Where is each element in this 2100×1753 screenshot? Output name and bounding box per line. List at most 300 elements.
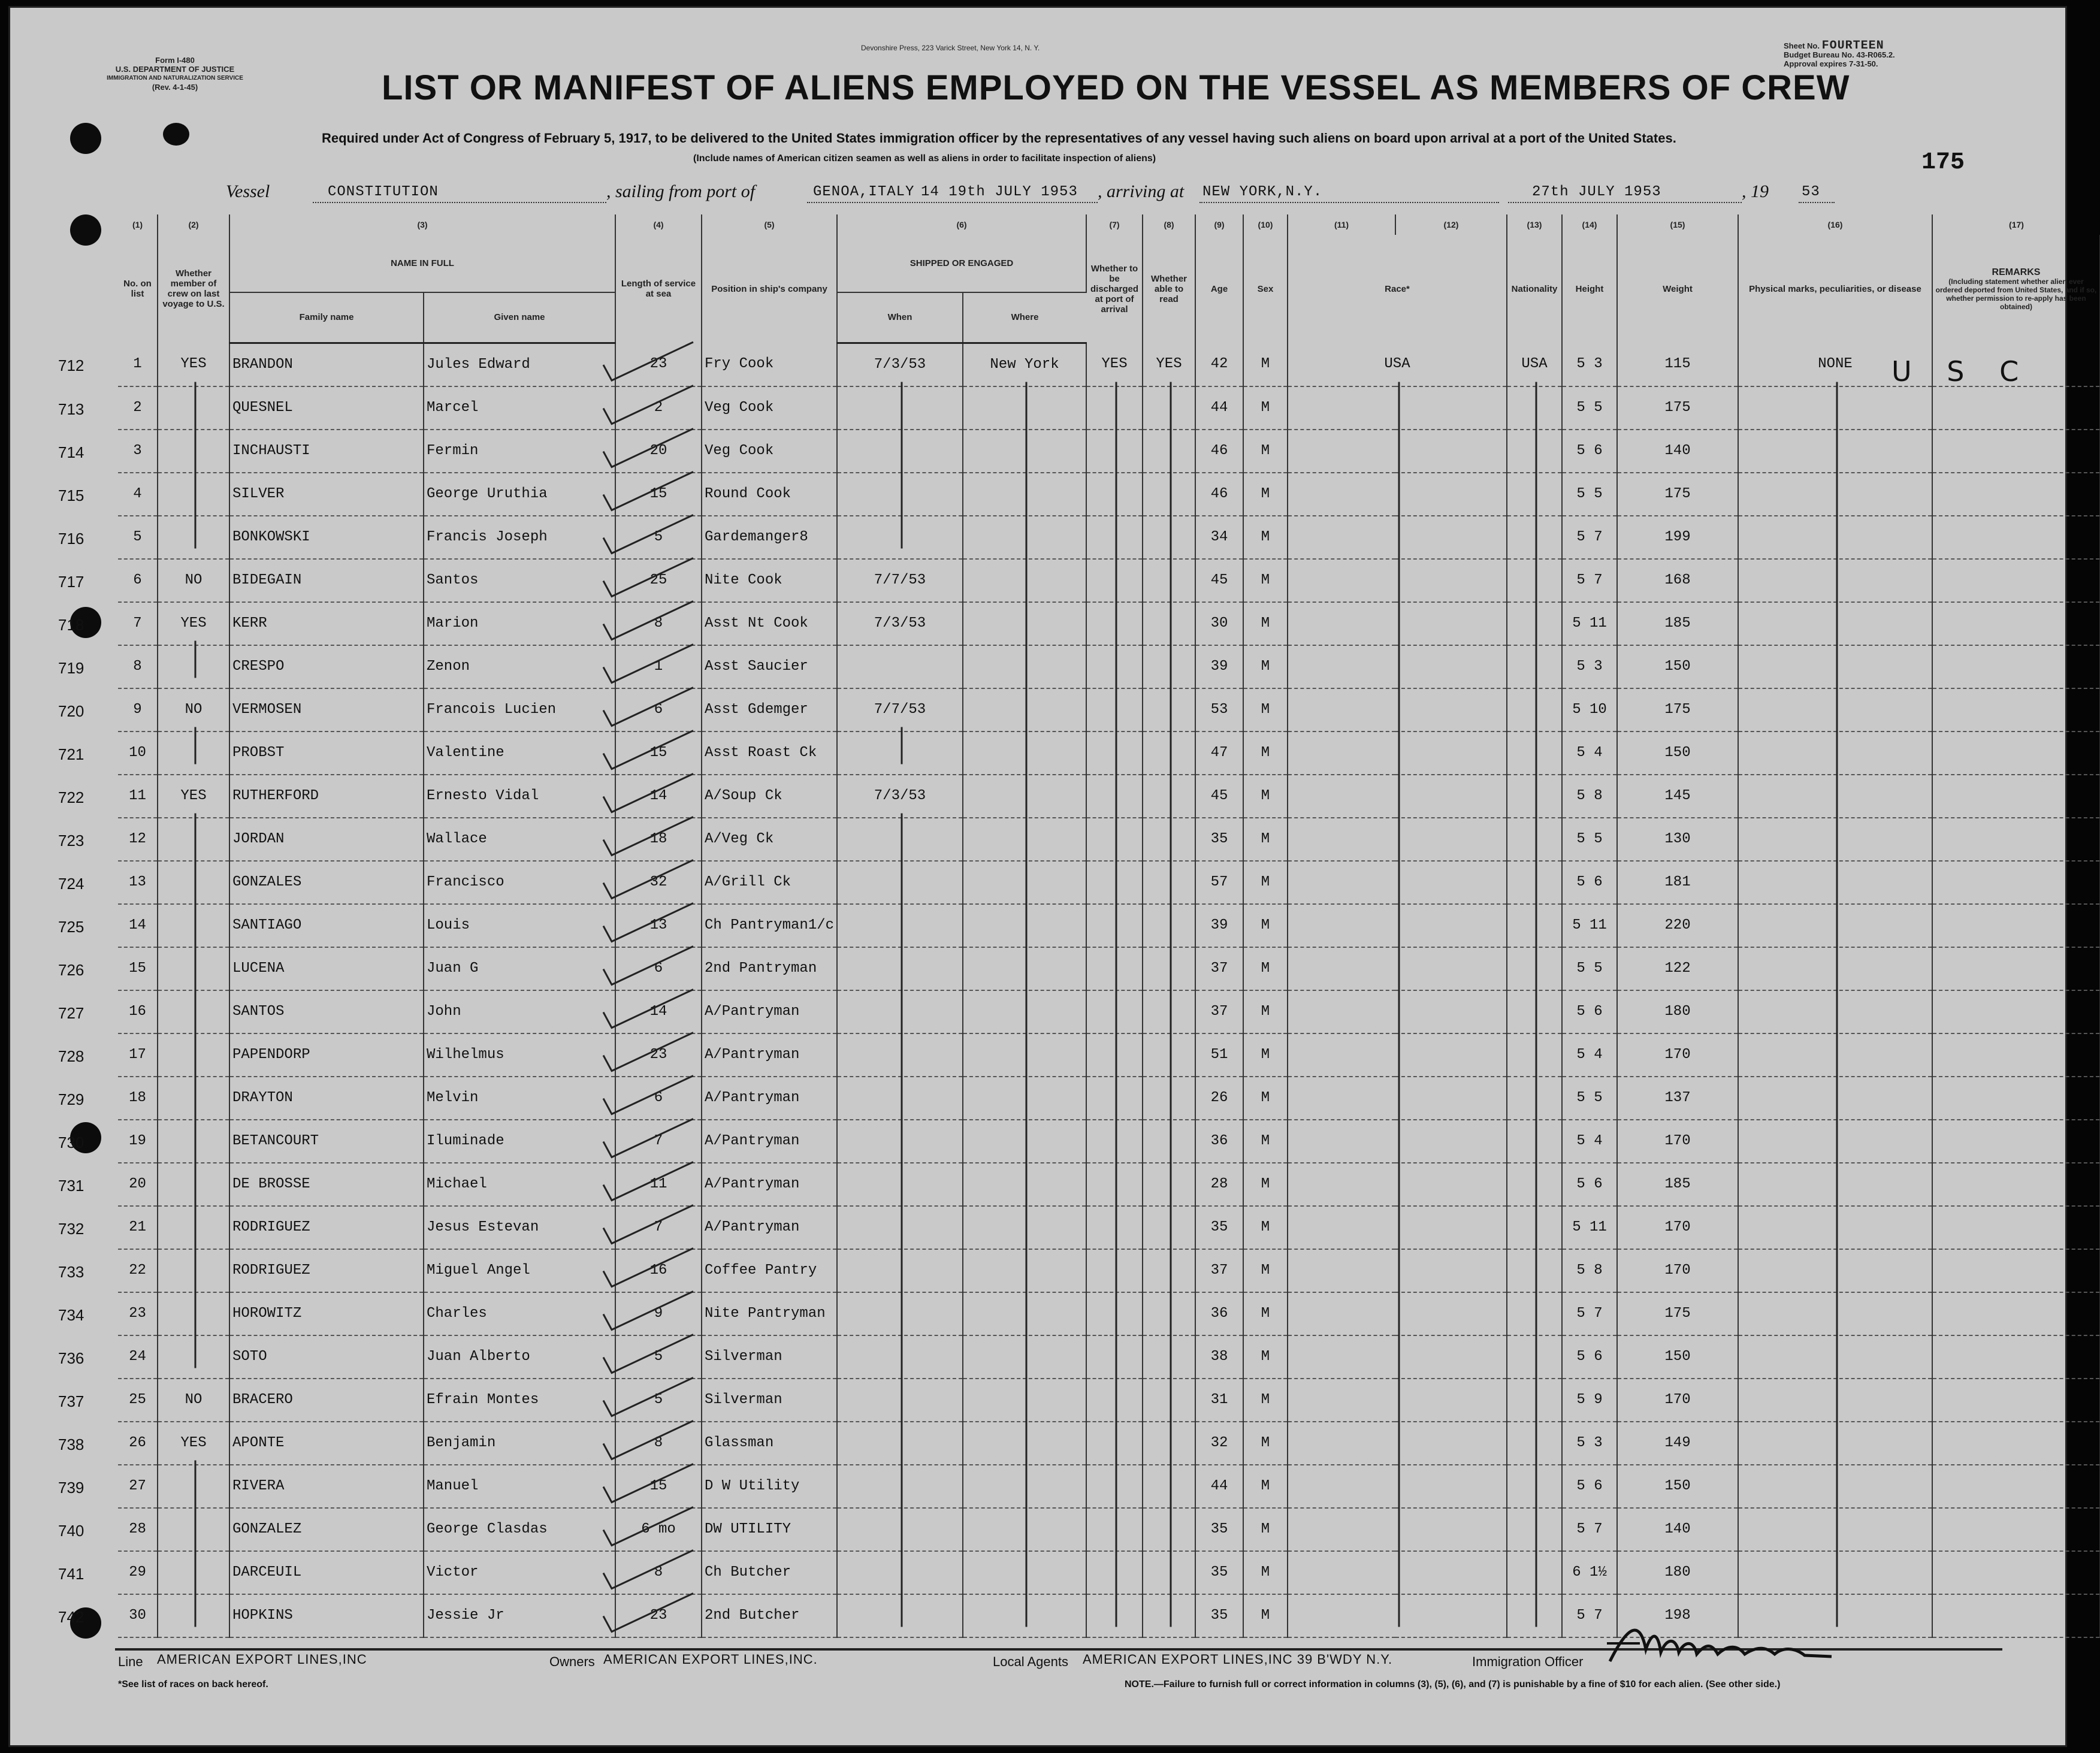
crew-family-name: GONZALEZ: [229, 1508, 424, 1551]
crew-weight: 170: [1617, 1379, 1738, 1422]
crew-service: 2: [615, 386, 702, 430]
crew-age: 35: [1195, 1594, 1243, 1637]
check-mark: [603, 1378, 693, 1416]
crew-family-name: PAPENDORP: [229, 1033, 424, 1077]
crew-sex: M: [1243, 904, 1288, 947]
crew-height: 5 5: [1562, 1077, 1617, 1120]
crew-family-name: HOPKINS: [229, 1594, 424, 1637]
check-mark: [603, 1033, 693, 1071]
crew-age: 28: [1195, 1163, 1243, 1206]
crew-height: 5 5: [1562, 386, 1617, 430]
crew-given-name: Miguel Angel: [424, 1249, 615, 1292]
crew-height: 5 7: [1562, 1508, 1617, 1551]
check-mark: [603, 947, 693, 985]
crew-sex: M: [1243, 645, 1288, 688]
crew-given-name: Iluminade: [424, 1120, 615, 1163]
crew-service: 6 mo: [615, 1508, 702, 1551]
crew-position: Asst Saucier: [702, 645, 837, 688]
crew-sex: M: [1243, 1120, 1288, 1163]
crew-height: 5 10: [1562, 688, 1617, 732]
year-prefix: , 19: [1742, 182, 1769, 201]
crew-given-name: George Clasdas: [424, 1508, 615, 1551]
crew-sex: M: [1243, 1163, 1288, 1206]
crew-weight: 199: [1617, 516, 1738, 559]
crew-when: 7/3/53: [837, 775, 963, 818]
check-mark: [603, 472, 693, 510]
header-where: Where: [963, 292, 1086, 343]
crew-height: 5 7: [1562, 1594, 1617, 1637]
crew-family-name: RUTHERFORD: [229, 775, 424, 818]
check-mark: [603, 1421, 693, 1459]
crew-service: 15: [615, 1465, 702, 1508]
crew-height: 5 6: [1562, 1163, 1617, 1206]
crew-age: 44: [1195, 386, 1243, 430]
crew-no: 13: [118, 861, 158, 904]
margin-number: 741: [58, 1564, 84, 1583]
budget-number: Budget Bureau No. 43-R065.2.: [1784, 50, 1895, 59]
crew-no: 24: [118, 1335, 158, 1379]
crew-service: 5: [615, 1379, 702, 1422]
crew-sex: M: [1243, 688, 1288, 732]
margin-number: 721: [58, 745, 84, 763]
crew-service: 23: [615, 1033, 702, 1077]
crew-age: 32: [1195, 1422, 1243, 1465]
crew-given-name: Victor: [424, 1551, 615, 1594]
crew-no: 27: [118, 1465, 158, 1508]
crew-height: 5 5: [1562, 818, 1617, 861]
crew-no: 19: [118, 1120, 158, 1163]
crew-no: 28: [118, 1508, 158, 1551]
crew-weight: 181: [1617, 861, 1738, 904]
crew-given-name: Efrain Montes: [424, 1379, 615, 1422]
crew-position: Veg Cook: [702, 430, 837, 473]
crew-service: 25: [615, 559, 702, 602]
crew-sex: M: [1243, 1033, 1288, 1077]
crew-family-name: BRANDON: [229, 343, 424, 386]
crew-family-name: LUCENA: [229, 947, 424, 990]
margin-number: 719: [58, 658, 84, 677]
crew-sex: M: [1243, 602, 1288, 645]
crew-service: 7: [615, 1206, 702, 1249]
header-age: Age: [1195, 235, 1243, 343]
check-marks: [10, 8, 2069, 1749]
crew-age: 39: [1195, 904, 1243, 947]
check-mark: [603, 1507, 693, 1546]
margin-number: 732: [58, 1219, 84, 1238]
header-last-voyage: Whether member of crew on last voyage to U.S.: [158, 235, 229, 343]
crew-age: 37: [1195, 947, 1243, 990]
crew-age: 35: [1195, 818, 1243, 861]
officer-signature: [1604, 1619, 1844, 1673]
header-shipped: SHIPPED OR ENGAGED: [837, 235, 1086, 292]
crew-weight: 149: [1617, 1422, 1738, 1465]
crew-no: 18: [118, 1077, 158, 1120]
crew-given-name: Valentine: [424, 732, 615, 775]
remarks-detail: (Including statement whether alien ever ordered deported from United States, and if so, whether permission to re-apply has been obtained): [1935, 277, 2097, 311]
crew-position: 2nd Pantryman: [702, 947, 837, 990]
crew-position: A/Pantryman: [702, 1206, 837, 1249]
crew-no: 16: [118, 990, 158, 1033]
crew-height: 5 6: [1562, 1335, 1617, 1379]
crew-age: 42: [1195, 343, 1243, 386]
margin-number: 739: [58, 1478, 84, 1497]
crew-weight: 198: [1617, 1594, 1738, 1637]
crew-given-name: Michael: [424, 1163, 615, 1206]
check-mark: [603, 1119, 693, 1157]
crew-family-name: RIVERA: [229, 1465, 424, 1508]
crew-family-name: JORDAN: [229, 818, 424, 861]
crew-age: 30: [1195, 602, 1243, 645]
footer-agents-label: Local Agents: [993, 1654, 1068, 1669]
crew-no: 8: [118, 645, 158, 688]
crew-family-name: CRESPO: [229, 645, 424, 688]
crew-age: 37: [1195, 1249, 1243, 1292]
crew-service: 6: [615, 688, 702, 732]
header-sex: Sex: [1243, 235, 1288, 343]
margin-number: 715: [58, 486, 84, 504]
footer-line: AMERICAN EXPORT LINES,INC: [157, 1652, 367, 1667]
crew-service: 15: [615, 732, 702, 775]
crew-family-name: BONKOWSKI: [229, 516, 424, 559]
crew-height: 5 4: [1562, 732, 1617, 775]
remarks-title: REMARKS: [1992, 267, 2041, 277]
crew-given-name: Charles: [424, 1292, 615, 1335]
check-mark: [603, 860, 693, 899]
margin-number: 742: [58, 1607, 84, 1626]
check-mark: [603, 903, 693, 942]
crew-sex: M: [1243, 516, 1288, 559]
crew-position: Ch Pantryman1/c: [702, 904, 837, 947]
header-discharged: Whether to be discharged at port of arrival: [1086, 235, 1143, 343]
check-mark: [603, 1076, 693, 1114]
crew-last-voyage: NO: [158, 688, 229, 732]
crew-service: 20: [615, 430, 702, 473]
margin-number: 713: [58, 400, 84, 418]
margin-number: 729: [58, 1090, 84, 1108]
footer-owners-label: Owners: [549, 1654, 595, 1669]
crew-family-name: DARCEUIL: [229, 1551, 424, 1594]
crew-position: Nite Pantryman: [702, 1292, 837, 1335]
crew-last-voyage: YES: [158, 343, 229, 386]
crew-height: 5 6: [1562, 1465, 1617, 1508]
crew-when: 7/3/53: [837, 343, 963, 386]
crew-age: 46: [1195, 473, 1243, 516]
crew-service: 32: [615, 861, 702, 904]
crew-no: 17: [118, 1033, 158, 1077]
margin-number: 714: [58, 443, 84, 461]
crew-position: Nite Cook: [702, 559, 837, 602]
crew-weight: 140: [1617, 430, 1738, 473]
penalty-note: NOTE.—Failure to furnish full or correct information in columns (3), (5), (6), and (7) is punishable by a fine of $10 for each alien. (See other side.): [1125, 1679, 1781, 1689]
crew-no: 25: [118, 1379, 158, 1422]
crew-weight: 115: [1617, 343, 1738, 386]
check-mark: [603, 1249, 693, 1287]
crew-discharged: YES: [1086, 343, 1143, 386]
header-race: Race*: [1288, 235, 1507, 343]
crew-height: 5 11: [1562, 602, 1617, 645]
check-mark: [603, 602, 693, 640]
crew-position: Coffee Pantry: [702, 1249, 837, 1292]
form-number: Form I-480: [155, 56, 195, 65]
crew-age: 45: [1195, 775, 1243, 818]
header-service: Length of service at sea: [615, 235, 702, 343]
crew-given-name: Francis Joseph: [424, 516, 615, 559]
crew-position: A/Soup Ck: [702, 775, 837, 818]
crew-family-name: PROBST: [229, 732, 424, 775]
crew-service: 1: [615, 645, 702, 688]
footer-owners: AMERICAN EXPORT LINES,INC.: [603, 1652, 818, 1667]
crew-sex: M: [1243, 947, 1288, 990]
crew-weight: 168: [1617, 559, 1738, 602]
margin-number: 728: [58, 1047, 84, 1065]
department: U.S. DEPARTMENT OF JUSTICE: [115, 65, 235, 74]
crew-no: 10: [118, 732, 158, 775]
crew-given-name: Benjamin: [424, 1422, 615, 1465]
crew-height: 5 6: [1562, 990, 1617, 1033]
crew-weight: 150: [1617, 1335, 1738, 1379]
crew-position: Asst Gdemger: [702, 688, 837, 732]
crew-height: 5 5: [1562, 947, 1617, 990]
crew-weight: 175: [1617, 473, 1738, 516]
crew-position: A/Veg Ck: [702, 818, 837, 861]
port-from: GENOA,ITALY: [813, 184, 915, 200]
check-mark: [603, 515, 693, 554]
crew-age: 26: [1195, 1077, 1243, 1120]
check-mark: [603, 429, 693, 467]
crew-physical-marks: NONE: [1738, 343, 1932, 386]
header-given-name: Given name: [424, 292, 615, 343]
check-mark: [603, 774, 693, 812]
crew-given-name: John: [424, 990, 615, 1033]
margin-number: 734: [58, 1305, 84, 1324]
crew-position: Veg Cook: [702, 386, 837, 430]
margin-number: 733: [58, 1262, 84, 1281]
crew-weight: 170: [1617, 1033, 1738, 1077]
margin-number: 726: [58, 960, 84, 979]
crew-service: 5: [615, 1335, 702, 1379]
crew-family-name: SANTIAGO: [229, 904, 424, 947]
crew-family-name: BIDEGAIN: [229, 559, 424, 602]
crew-nationality: USA: [1507, 343, 1562, 386]
crew-sex: M: [1243, 861, 1288, 904]
crew-family-name: RODRIGUEZ: [229, 1249, 424, 1292]
crew-family-name: SOTO: [229, 1335, 424, 1379]
crew-given-name: Juan G: [424, 947, 615, 990]
crew-sex: M: [1243, 818, 1288, 861]
crew-sex: M: [1243, 1422, 1288, 1465]
margin-number: 712: [58, 356, 84, 374]
manifest-sheet: [8, 6, 2097, 1747]
crew-last-voyage: NO: [158, 1379, 229, 1422]
crew-weight: 175: [1617, 1292, 1738, 1335]
crew-sex: M: [1243, 1551, 1288, 1594]
port-to: NEW YORK,N.Y.: [1202, 184, 1323, 200]
crew-service: 14: [615, 990, 702, 1033]
crew-family-name: VERMOSEN: [229, 688, 424, 732]
crew-no: 23: [118, 1292, 158, 1335]
crew-age: 34: [1195, 516, 1243, 559]
crew-position: A/Pantryman: [702, 1163, 837, 1206]
crew-height: 5 7: [1562, 559, 1617, 602]
crew-sex: M: [1243, 990, 1288, 1033]
crew-family-name: BETANCOURT: [229, 1120, 424, 1163]
check-mark: [603, 342, 693, 380]
year-value: 53: [1802, 184, 1820, 200]
margin-number: 722: [58, 788, 84, 806]
margin-number: 720: [58, 702, 84, 720]
check-mark: [603, 990, 693, 1028]
crew-no: 30: [118, 1594, 158, 1637]
crew-age: 35: [1195, 1206, 1243, 1249]
crew-height: 5 5: [1562, 473, 1617, 516]
crew-family-name: DE BROSSE: [229, 1163, 424, 1206]
crew-service: 13: [615, 904, 702, 947]
crew-service: 6: [615, 1077, 702, 1120]
date-from: 14 19th JULY 1953: [921, 184, 1078, 200]
crew-sex: M: [1243, 1292, 1288, 1335]
crew-sex: M: [1243, 343, 1288, 386]
crew-race: USA: [1288, 343, 1507, 386]
footer-agents: AMERICAN EXPORT LINES,INC 39 B'WDY N.Y.: [1083, 1652, 1393, 1667]
check-mark: [603, 1292, 693, 1330]
crew-sex: M: [1243, 559, 1288, 602]
crew-height: 5 8: [1562, 1249, 1617, 1292]
crew-given-name: Jesus Estevan: [424, 1206, 615, 1249]
crew-given-name: Zenon: [424, 645, 615, 688]
header-nationality: Nationality: [1507, 235, 1562, 343]
crew-last-voyage: YES: [158, 1422, 229, 1465]
header-position: Position in ship's company: [702, 235, 837, 343]
crew-when: 7/7/53: [837, 688, 963, 732]
crew-given-name: Juan Alberto: [424, 1335, 615, 1379]
crew-age: 57: [1195, 861, 1243, 904]
crew-age: 37: [1195, 990, 1243, 1033]
crew-age: 38: [1195, 1335, 1243, 1379]
crew-no: 4: [118, 473, 158, 516]
crew-given-name: Jules Edward: [424, 343, 615, 386]
crew-position: Glassman: [702, 1422, 837, 1465]
crew-no: 3: [118, 430, 158, 473]
check-mark: [603, 688, 693, 726]
crew-service: 8: [615, 1422, 702, 1465]
crew-given-name: Ernesto Vidal: [424, 775, 615, 818]
crew-weight: 122: [1617, 947, 1738, 990]
header-no: No. on list: [118, 235, 158, 343]
crew-no: 9: [118, 688, 158, 732]
crew-last-voyage: YES: [158, 602, 229, 645]
crew-weight: 220: [1617, 904, 1738, 947]
margin-number: 716: [58, 529, 84, 548]
crew-service: 23: [615, 343, 702, 386]
crew-where: New York: [963, 343, 1086, 386]
crew-service: 23: [615, 1594, 702, 1637]
crew-family-name: HOROWITZ: [229, 1292, 424, 1335]
crew-position: Silverman: [702, 1379, 837, 1422]
vessel-label: Vessel: [226, 182, 270, 201]
column-numbers: (1) (2) (3) (4) (5) (6) (7) (8) (9) (10) (11) (12) (13) (14) (15) (16) (17): [118, 214, 2100, 235]
crew-family-name: INCHAUSTI: [229, 430, 424, 473]
header-physical-marks: Physical marks, peculiarities, or disease: [1738, 235, 1932, 343]
crew-position: Ch Butcher: [702, 1551, 837, 1594]
crew-last-voyage: NO: [158, 559, 229, 602]
crew-position: DW UTILITY: [702, 1508, 837, 1551]
crew-weight: 170: [1617, 1249, 1738, 1292]
margin-number: 724: [58, 874, 84, 893]
margin-number: 736: [58, 1349, 84, 1367]
crew-service: 11: [615, 1163, 702, 1206]
crew-no: 11: [118, 775, 158, 818]
crew-service: 8: [615, 602, 702, 645]
margin-number: 740: [58, 1521, 84, 1540]
crew-weight: 180: [1617, 990, 1738, 1033]
crew-family-name: KERR: [229, 602, 424, 645]
crew-sex: M: [1243, 1077, 1288, 1120]
crew-sex: M: [1243, 1508, 1288, 1551]
crew-age: 36: [1195, 1292, 1243, 1335]
margin-number: 717: [58, 572, 84, 591]
crew-given-name: Marcel: [424, 386, 615, 430]
header-weight: Weight: [1617, 235, 1738, 343]
crew-family-name: APONTE: [229, 1422, 424, 1465]
crew-when: 7/7/53: [837, 559, 963, 602]
crew-position: 2nd Butcher: [702, 1594, 837, 1637]
crew-height: 5 3: [1562, 1422, 1617, 1465]
races-note: *See list of races on back hereof.: [118, 1679, 268, 1689]
crew-no: 15: [118, 947, 158, 990]
crew-height: 5 8: [1562, 775, 1617, 818]
crew-age: 35: [1195, 1551, 1243, 1594]
footer-line-label: Line: [118, 1654, 143, 1669]
crew-last-voyage: YES: [158, 775, 229, 818]
crew-service: 15: [615, 473, 702, 516]
crew-no: 22: [118, 1249, 158, 1292]
crew-position: Asst Nt Cook: [702, 602, 837, 645]
crew-family-name: BRACERO: [229, 1379, 424, 1422]
include-note: (Include names of American citizen seamen as well as aliens in order to facilitate inspection of aliens): [693, 153, 1156, 164]
crew-no: 7: [118, 602, 158, 645]
crew-service: 7: [615, 1120, 702, 1163]
crew-height: 5 11: [1562, 1206, 1617, 1249]
crew-no: 2: [118, 386, 158, 430]
crew-family-name: GONZALES: [229, 861, 424, 904]
date-to: 27th JULY 1953: [1532, 184, 1661, 200]
check-mark: [603, 645, 693, 683]
crew-family-name: RODRIGUEZ: [229, 1206, 424, 1249]
margin-number: 730: [58, 1133, 84, 1151]
crew-weight: 150: [1617, 645, 1738, 688]
page-number: 175: [1921, 149, 1965, 176]
crew-sex: M: [1243, 1594, 1288, 1637]
approval-expiry: Approval expires 7-31-50.: [1784, 59, 1878, 68]
crew-height: 5 7: [1562, 1292, 1617, 1335]
crew-service: 8: [615, 1551, 702, 1594]
check-mark: [603, 1205, 693, 1244]
check-mark: [603, 1464, 693, 1503]
crew-sex: M: [1243, 386, 1288, 430]
crew-service: 6: [615, 947, 702, 990]
crew-given-name: George Uruthia: [424, 473, 615, 516]
crew-given-name: Wilhelmus: [424, 1033, 615, 1077]
revision: (Rev. 4-1-45): [152, 83, 198, 92]
check-mark: [603, 1551, 693, 1589]
margin-number: 723: [58, 831, 84, 850]
sheet-value: FOURTEEN: [1821, 39, 1884, 53]
crew-position: A/Pantryman: [702, 1033, 837, 1077]
printer-line: Devonshire Press, 223 Varick Street, New York 14, N. Y.: [861, 44, 1040, 52]
crew-height: 5 3: [1562, 343, 1617, 386]
crew-sex: M: [1243, 1465, 1288, 1508]
page-title: LIST OR MANIFEST OF ALIENS EMPLOYED ON THE VESSEL AS MEMBERS OF CREW: [382, 68, 1850, 107]
